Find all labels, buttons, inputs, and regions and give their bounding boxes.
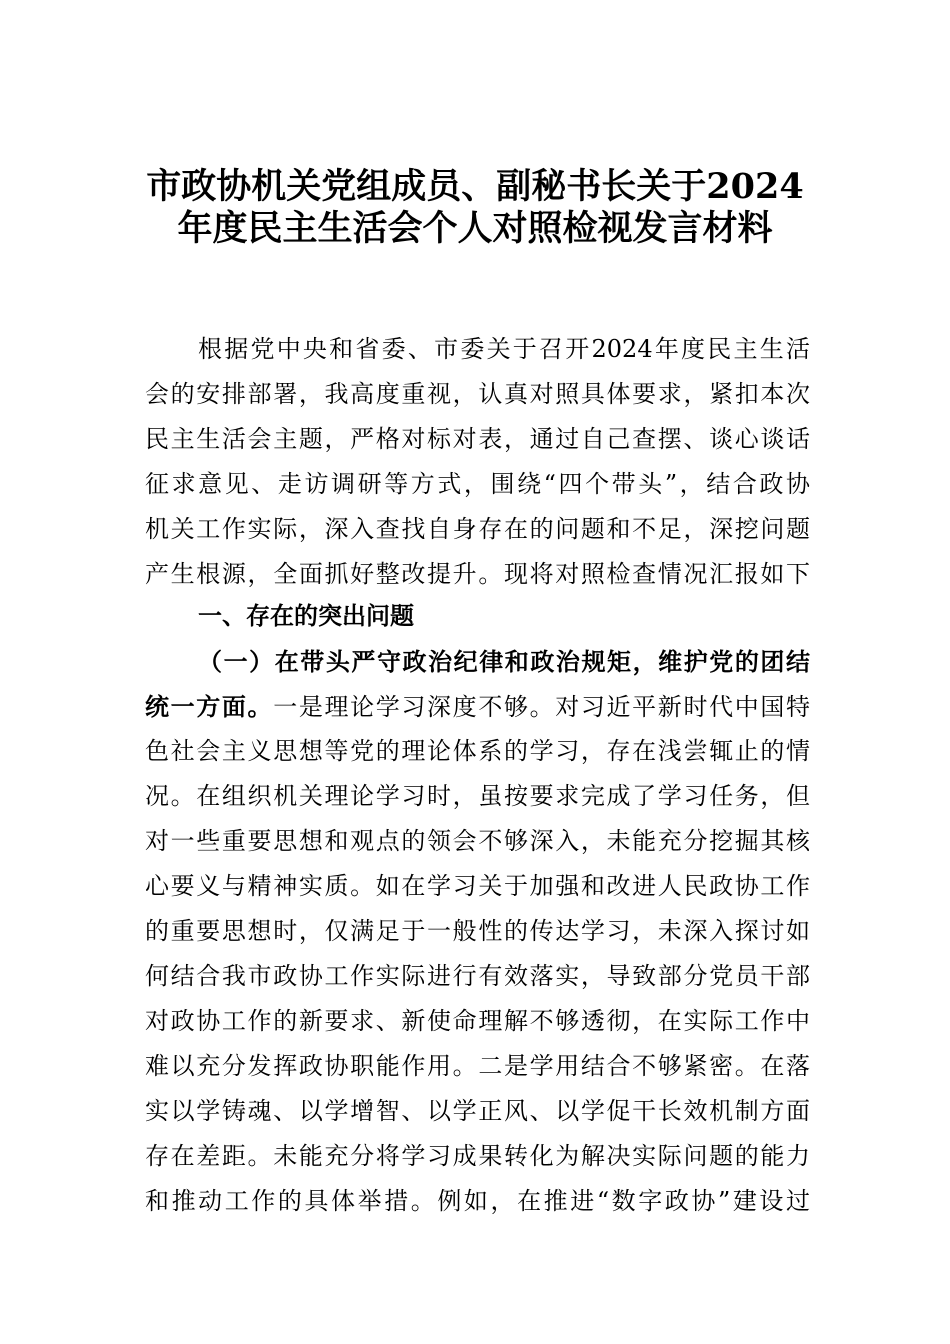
intro-line: 民主生活会主题，严格对标对表，通过自己查摆、谈心谈话	[145, 425, 810, 453]
body-line: 和推动工作的具体举措。例如，在推进“数字政协”建设过	[145, 1187, 810, 1215]
body-line: 何结合我市政协工作实际进行有效落实，导致部分党员干部	[145, 962, 810, 990]
document-title-line-1: 市政协机关党组成员、副秘书长关于2024	[146, 166, 804, 207]
body-line: 对一些重要思想和观点的领会不够深入，未能充分挖掘其核	[145, 827, 810, 855]
intro-line: 会的安排部署，我高度重视，认真对照具体要求，紧扣本次	[145, 380, 810, 408]
intro-line: 根据党中央和省委、市委关于召开2024年度民主生活	[198, 335, 810, 363]
body-line	[145, 684, 810, 729]
document-title-line-2: 年度民主生活会个人对照检视发言材料	[177, 208, 773, 249]
intro-line: 产生根源，全面抓好整改提升。现将对照检查情况汇报如下	[145, 560, 810, 588]
subsection-heading-line: （一）在带头严守政治纪律和政治规矩，维护党的团结	[198, 647, 810, 676]
body-line: 实以学铸魂、以学增智、以学正风、以学促干长效机制方面	[145, 1097, 810, 1125]
intro-paragraph	[145, 327, 810, 597]
body-line: 的重要思想时，仅满足于一般性的传达学习，未深入探讨如	[145, 917, 810, 945]
section-heading: 一、存在的突出问题	[198, 602, 414, 630]
body-line: 色社会主义思想等党的理论体系的学习，存在浅尝辄止的情	[145, 737, 810, 765]
body-line: 况。在组织机关理论学习时，虽按要求完成了学习任务，但	[145, 782, 810, 810]
intro-line: 机关工作实际，深入查找自身存在的问题和不足，深挖问题	[145, 515, 810, 543]
body-line: 对政协工作的新要求、新使命理解不够透彻，在实际工作中	[145, 1007, 810, 1035]
section-1-paragraph	[145, 639, 810, 1224]
intro-line: 征求意见、走访调研等方式，围绕“四个带头”，结合政协	[145, 470, 810, 498]
body-line-text: 一是理论学习深度不够。对习近平新时代中国特	[273, 693, 811, 721]
subsection-heading-end: 统一方面。	[145, 692, 274, 721]
body-line: 存在差距。未能充分将学习成果转化为解决实际问题的能力	[145, 1142, 810, 1170]
body-line: 难以充分发挥政协职能作用。二是学用结合不够紧密。在落	[145, 1052, 810, 1080]
body-line: 心要义与精神实质。如在学习关于加强和改进人民政协工作	[145, 872, 810, 900]
